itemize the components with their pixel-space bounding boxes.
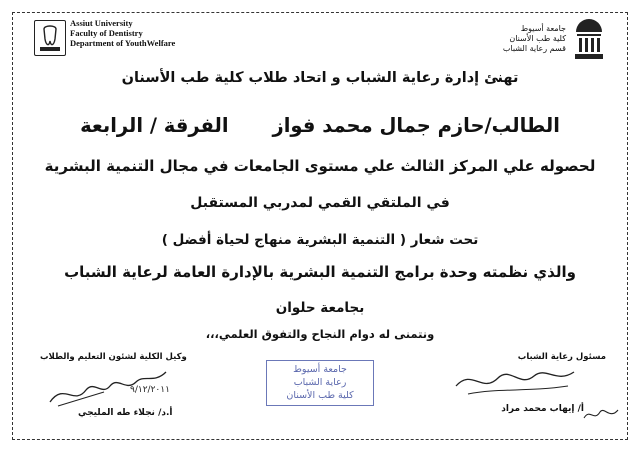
vice-dean-title: وكيل الكلية لشئون التعليم والطلاب <box>40 352 187 362</box>
student-year: الفرقة / الرابعة <box>80 114 229 137</box>
vice-dean-name: أ.د/ نجلاء طه المليجي <box>78 408 173 418</box>
congratulation-line: تهنئ إدارة رعاية الشباب و اتحاد طلاب كلية طب الأسنان <box>121 70 519 86</box>
university-logo-icon <box>572 18 606 62</box>
event-line: في الملتقي القمي لمدربي المستقبل <box>190 195 450 211</box>
vice-dean-signature <box>44 362 174 410</box>
header-right-line1: جامعة أسيوط <box>520 24 566 33</box>
stamp-line3: كلية طب الأسنان <box>286 390 354 401</box>
header-right <box>456 16 606 64</box>
header-left-line2: Faculty of Dentistry <box>70 28 143 38</box>
header-right-line2: كلية طب الأسنان <box>509 34 566 43</box>
stamp-line1: جامعة أسيوط <box>293 364 347 375</box>
header-left-line3: Department of YouthWelfare <box>70 38 176 48</box>
youth-officer-title: مسئول رعاية الشباب <box>517 352 606 362</box>
header-left-line1: Assiut University <box>70 18 133 28</box>
wishes-line: ونتمنى له دوام النجاح والتفوق العلمي،،، <box>205 327 435 341</box>
signature-date: ٩/١٢/٢٠١١ <box>130 385 170 395</box>
student-line <box>24 114 616 137</box>
slogan-line: تحت شعار ( التنمية البشرية منهاج لحياة أفضل ) <box>161 232 479 248</box>
header-right-line3: قسم رعاية الشباب <box>502 44 566 53</box>
corner-initials <box>582 404 622 426</box>
achievement-line: لحصوله علي المركز الثالث علي مستوى الجامعات في مجال التنمية البشرية <box>44 157 596 175</box>
university-line: بجامعة حلوان <box>275 300 365 316</box>
organizer-line: والذي نظمته وحدة برامج التنمية البشرية بالإدارة العامة لرعاية الشباب <box>64 263 576 281</box>
youth-officer-signature <box>448 358 588 402</box>
stamp-line2: رعاية الشباب <box>293 377 347 388</box>
youth-officer-name: أ/ إيهاب محمد مراد <box>501 404 584 414</box>
dentistry-logo-icon <box>34 20 66 56</box>
youth-welfare-stamp <box>266 360 374 406</box>
student-name: الطالب/حازم جمال محمد فواز <box>272 114 560 137</box>
